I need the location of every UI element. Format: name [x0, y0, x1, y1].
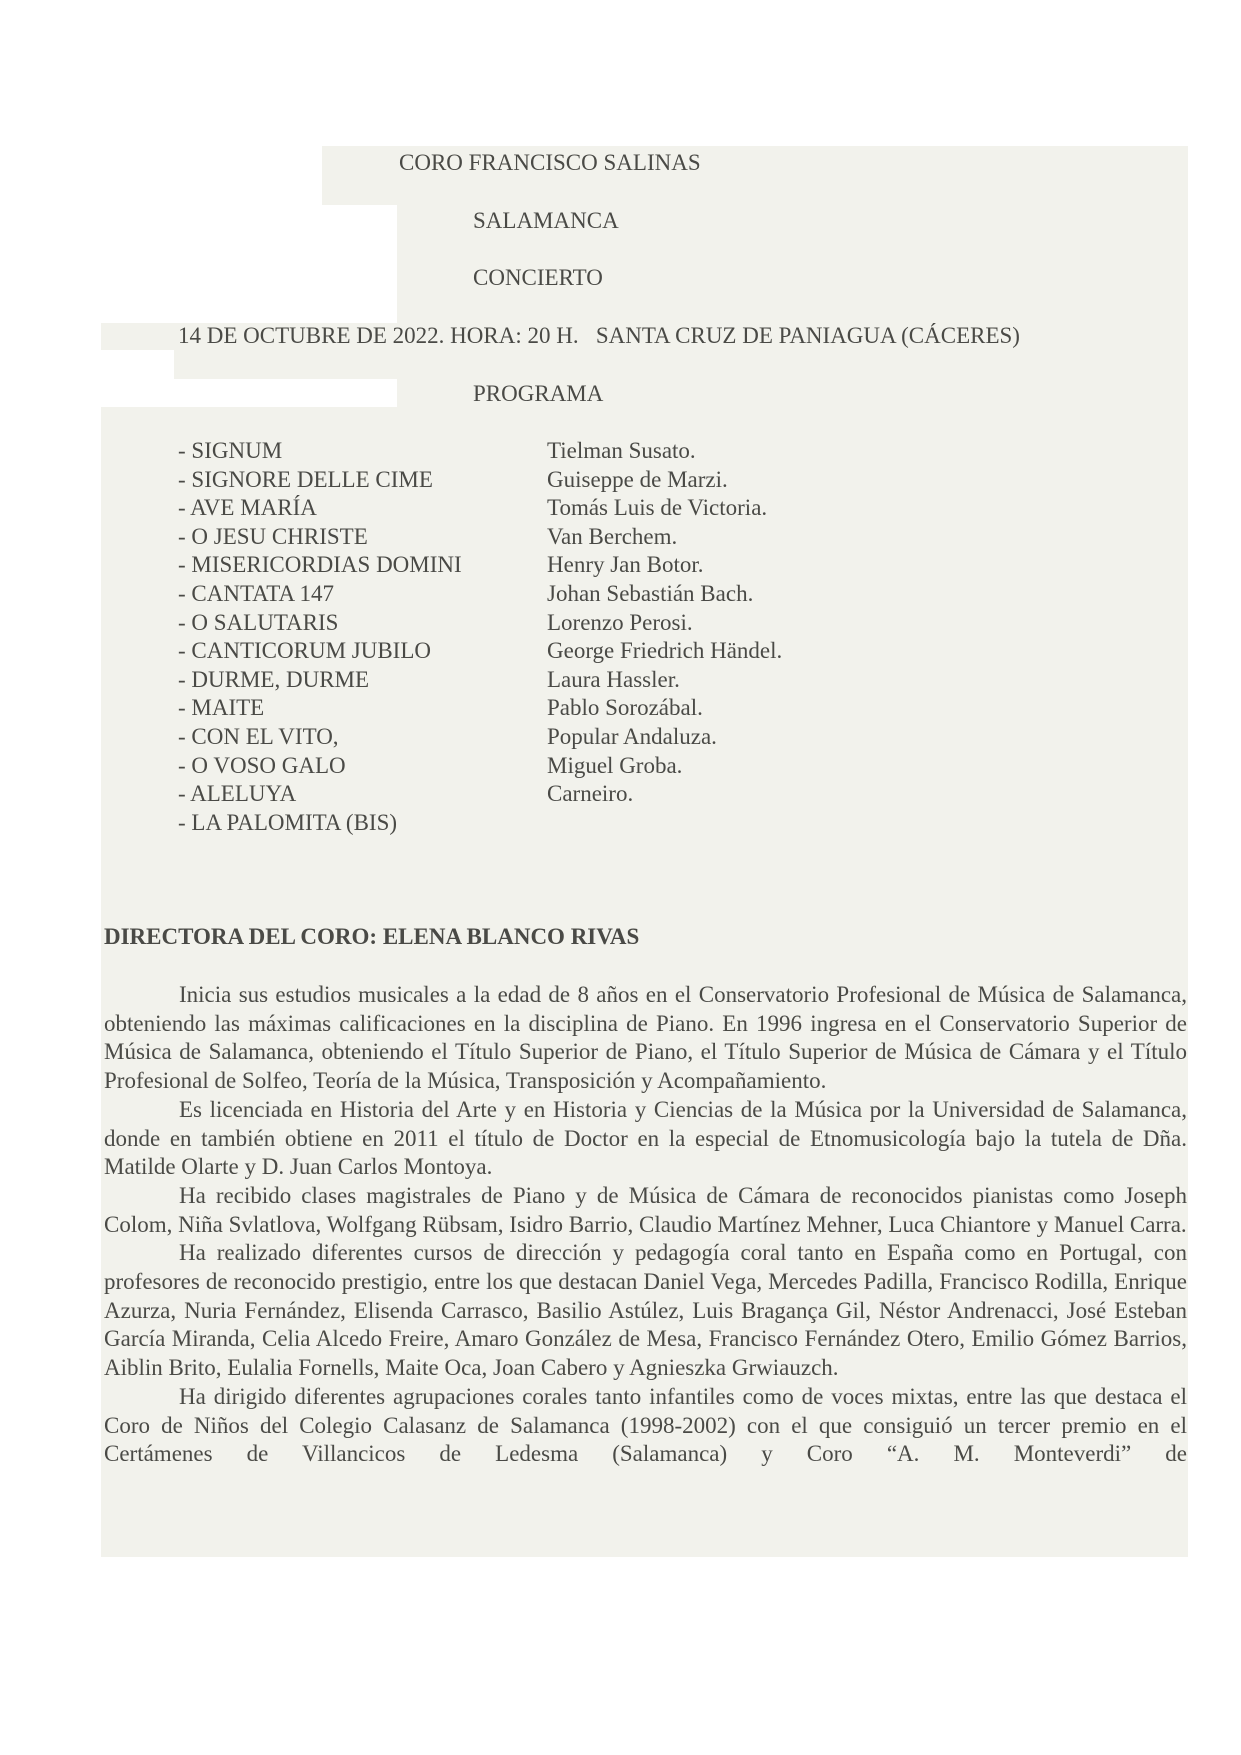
bio-paragraph: Ha recibido clases magistrales de Piano y de Música de Cámara de reconocidos pianistas como Joseph Colom, Niña Svlatlova, Wolfgang Rübsam, Isidro Barrio, Claudio Martínez Mehner, Luca Chiantore y Manuel Carra. [104, 1182, 1187, 1237]
program-item [178, 809, 462, 838]
work-title: - CANTICORUM JUBILO [178, 638, 431, 664]
director-biography [104, 981, 1187, 1469]
work-title: - SIGNORE DELLE CIME [178, 466, 433, 492]
composer: Guiseppe de Marzi. [547, 466, 728, 492]
program-item [178, 752, 683, 781]
program-item [178, 723, 717, 752]
work-title: - O SALUTARIS [178, 609, 339, 635]
bio-paragraph: Es licenciada en Historia del Arte y en Historia y Ciencias de la Música por la Universidad de Salamanca, donde en también obtiene en 2011 el título de Doctor en la especial de Etnomusicología bajo la tutela de Dña. Matilde Olarte y D. Juan Carlos Montoya. [104, 1096, 1187, 1180]
composer: Tielman Susato. [547, 438, 696, 463]
work-title: - SIGNUM [178, 438, 283, 463]
work-title: - LA PALOMITA (BIS) [178, 809, 398, 835]
composer: Miguel Groba. [547, 752, 683, 778]
composer: Lorenzo Perosi. [547, 609, 693, 635]
work-title: - O JESU CHRISTE [178, 523, 368, 549]
composer: Johan Sebastián Bach. [547, 580, 754, 606]
program-item [178, 637, 783, 666]
composer: Laura Hassler. [547, 666, 680, 692]
city-name: SALAMANCA [473, 208, 619, 233]
work-title: - DURME, DURME [178, 666, 370, 692]
program-item [178, 523, 678, 552]
composer: George Friedrich Händel. [547, 638, 783, 664]
date-location-line: 14 DE OCTUBRE DE 2022. HORA: 20 H. SANTA CRUZ DE PANIAGUA (CÁCERES) [178, 323, 1020, 348]
bio-paragraph: Ha realizado diferentes cursos de dirección y pedagogía coral tanto en España como en Portugal, con profesores de reconocido prestigio, entre los que destacan Daniel Vega, Mercedes Padilla, Francisco Rodilla, Enrique Azurza, Nuria Fernández, Elisenda Carrasco, Basilio Astúlez, Luis Bragança Gil, Néstor Andrenacci, José Esteban García Miranda, Celia Alcedo Freire, Amaro González de Mesa, Francisco Fernández Otero, Emilio Gómez Barrios, Aiblin Brito, Eulalia Fornells, Maite Oca, Joan Cabero y Agnieszka Grwiauzch. [104, 1240, 1187, 1381]
program-item [178, 580, 754, 609]
work-title: - ALELUYA [178, 781, 297, 807]
program-item [178, 494, 768, 523]
choir-name: CORO FRANCISCO SALINAS [399, 150, 701, 175]
program-item [178, 694, 703, 723]
program-title: PROGRAMA [473, 381, 604, 406]
work-title: - MAITE [178, 695, 265, 721]
composer: Tomás Luis de Victoria. [547, 495, 768, 521]
program-list [178, 437, 783, 837]
composer: Pablo Sorozábal. [547, 695, 703, 721]
bio-paragraph: Ha dirigido diferentes agrupaciones corales tanto infantiles como de voces mixtas, entre las que destaca el Coro de Niños del Colegio Calasanz de Salamanca (1998-2002) con el que consiguió un tercer premio en el Certámenes de Villancicos de Ledesma (Salamanca) y Coro “A. M. Monteverdi” de [104, 1383, 1187, 1467]
program-item [178, 437, 696, 466]
work-title: - CON EL VITO, [178, 723, 339, 749]
director-heading: DIRECTORA DEL CORO: ELENA BLANCO RIVAS [104, 924, 640, 949]
program-item [178, 780, 634, 809]
program-item [178, 609, 693, 638]
program-item [178, 466, 728, 495]
program-item [178, 666, 680, 695]
work-title: - AVE MARÍA [178, 495, 317, 521]
highlight-program-band [174, 350, 1188, 379]
work-title: - O VOSO GALO [178, 752, 346, 778]
work-title: - MISERICORDIAS DOMINI [178, 552, 462, 578]
program-item [178, 551, 704, 580]
composer: Carneiro. [547, 781, 634, 807]
composer: Van Berchem. [547, 523, 678, 549]
work-title: - CANTATA 147 [178, 580, 335, 606]
event-type: CONCIERTO [473, 265, 603, 290]
bio-paragraph: Inicia sus estudios musicales a la edad de 8 años en el Conservatorio Profesional de Música de Salamanca, obteniendo las máximas calificaciones en la disciplina de Piano. En 1996 ingresa en el Conservatorio Superior de Música de Salamanca, obteniendo el Título Superior de Piano, el Título Superior de Música de Cámara y el Título Profesional de Solfeo, Teoría de la Música, Transposición y Acompañamiento. [104, 982, 1187, 1094]
composer: Popular Andaluza. [547, 723, 717, 749]
composer: Henry Jan Botor. [547, 552, 704, 578]
